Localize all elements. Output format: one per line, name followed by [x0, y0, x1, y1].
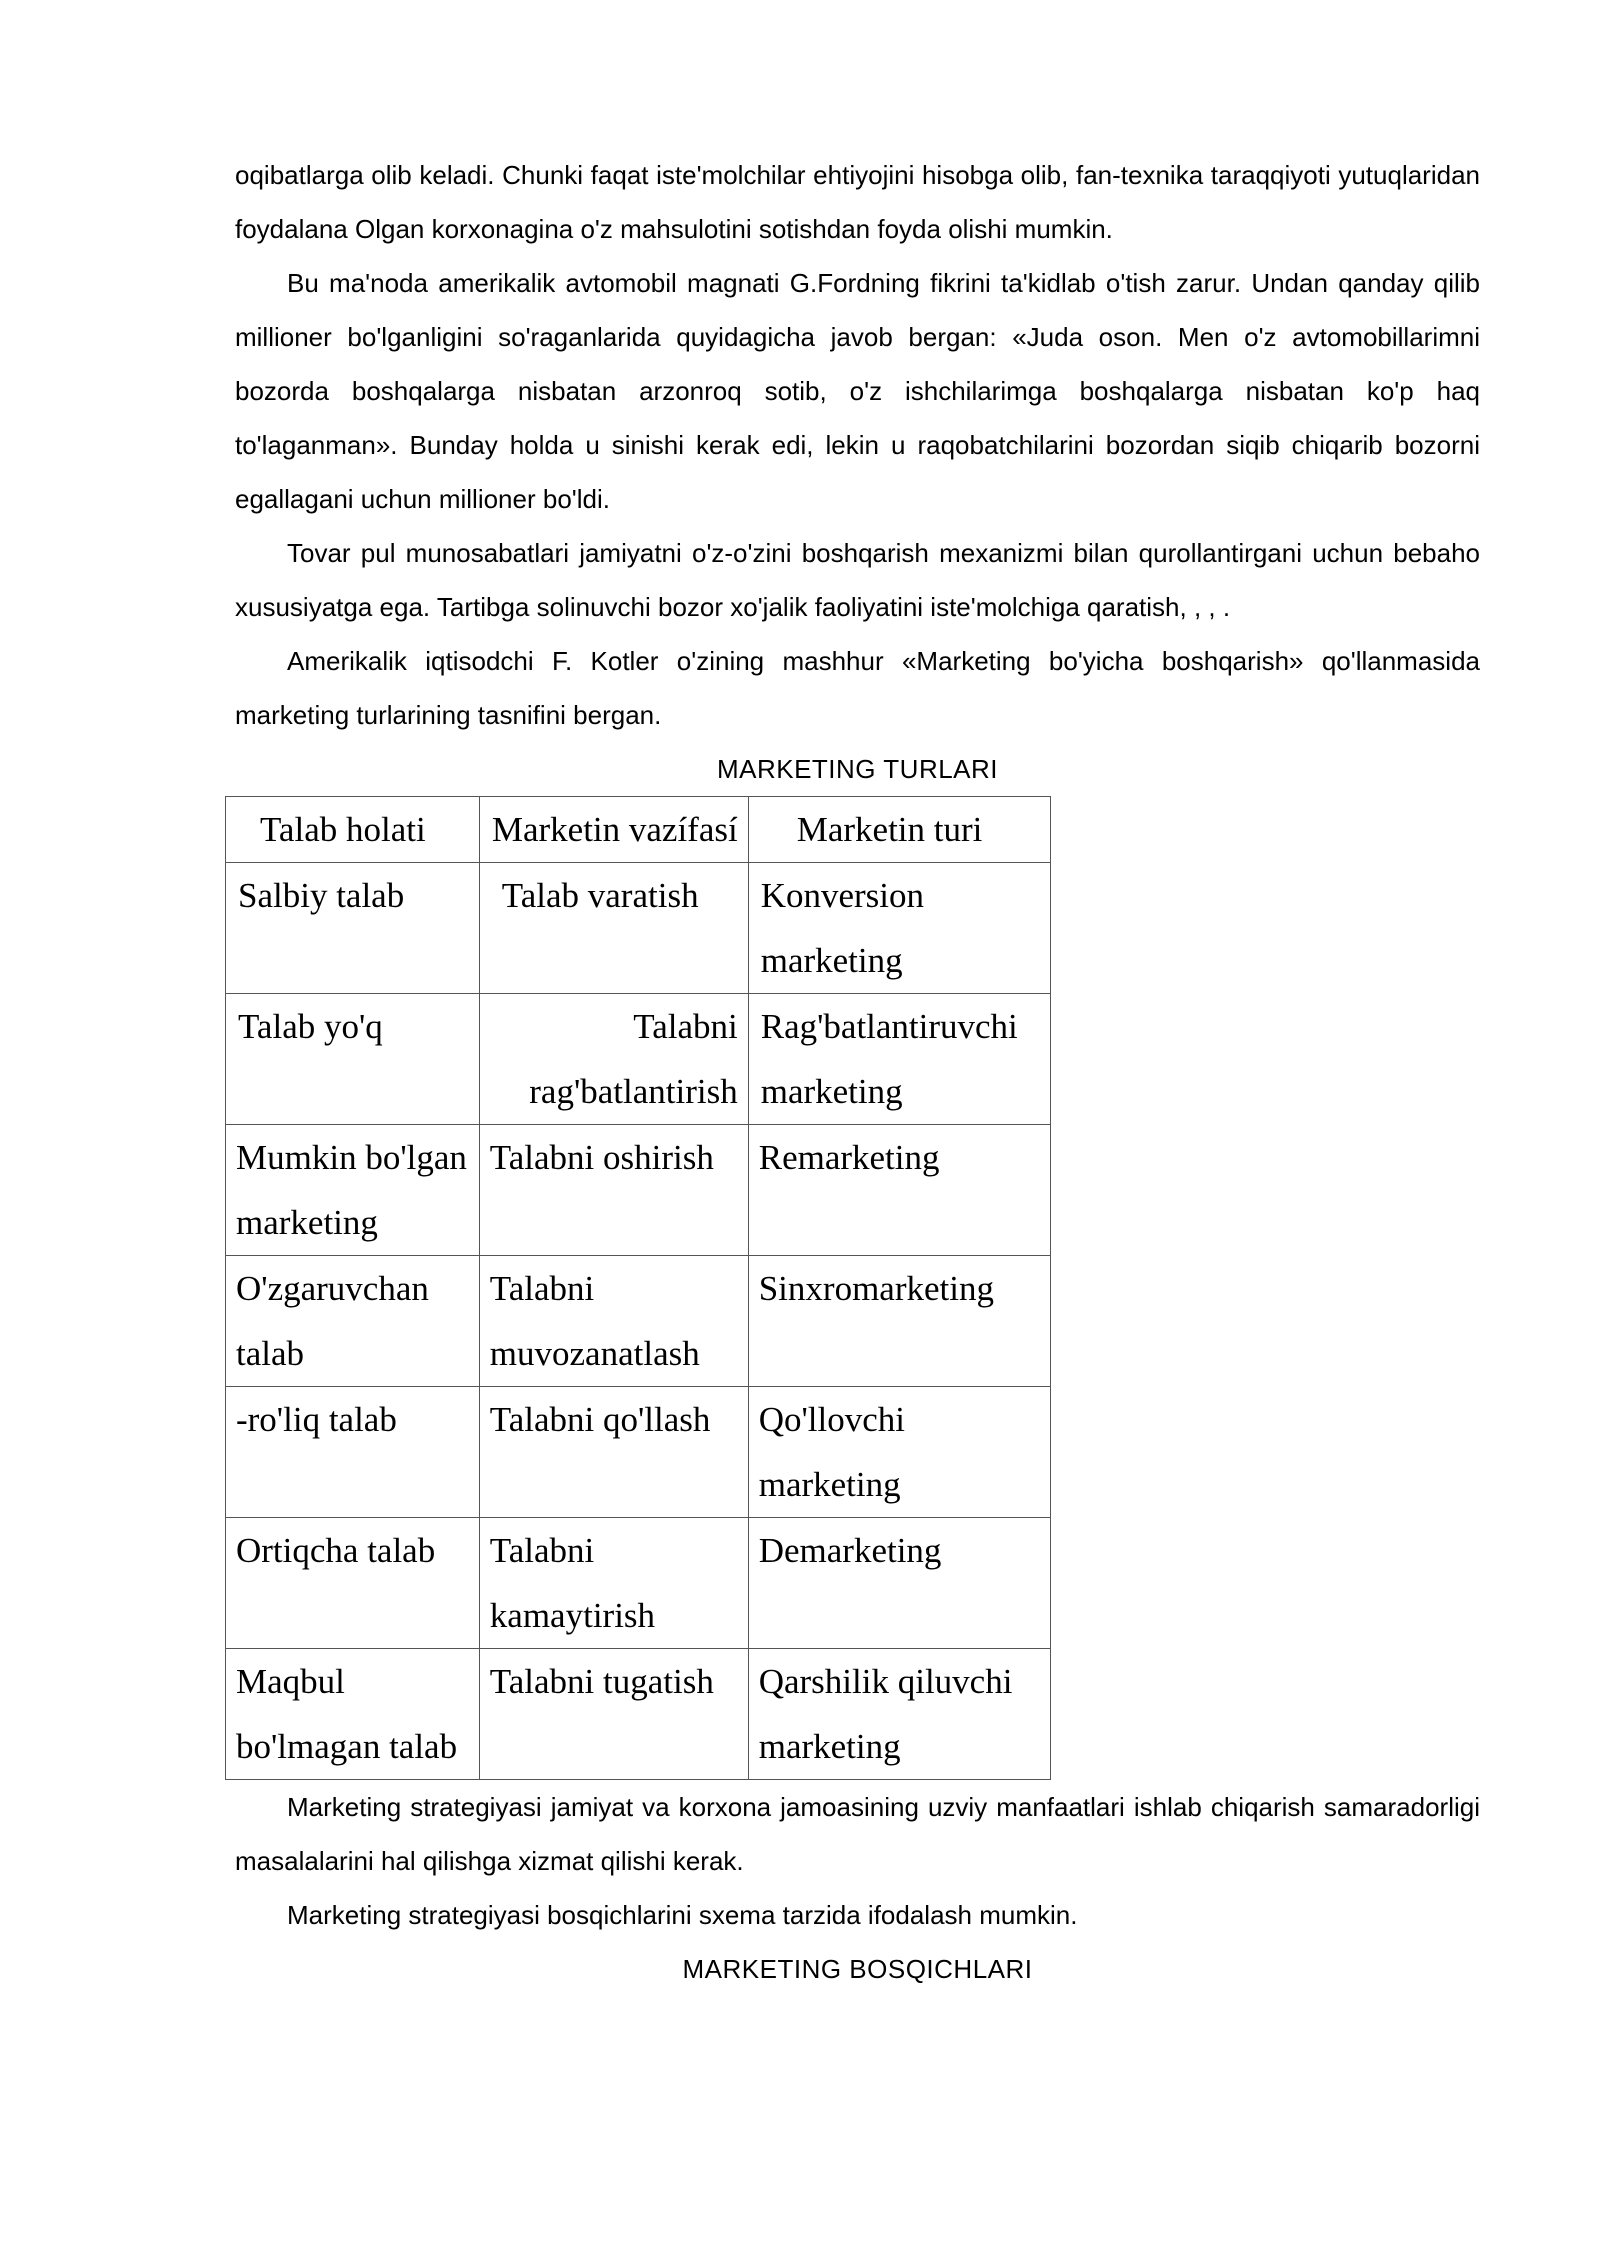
table-cell: O'zgaruvchan talab	[226, 1256, 480, 1387]
table-header-cell: Marketin vazífasí	[479, 797, 748, 863]
table-cell: Talabni rag'batlantirish	[479, 994, 748, 1125]
table-header-cell: Talab holati	[226, 797, 480, 863]
table-cell: Talabni kamaytirish	[479, 1518, 748, 1649]
table-cell: Rag'batlantiruvchi marketing	[748, 994, 1050, 1125]
table-cell: -ro'liq talab	[226, 1387, 480, 1518]
table-row	[226, 1125, 1051, 1256]
table-cell: Talabni tugatish	[479, 1649, 748, 1780]
table-row	[226, 994, 1051, 1125]
table-cell: Talabni oshirish	[479, 1125, 748, 1256]
table-cell: Talab yo'q	[226, 994, 480, 1125]
table-cell: Salbiy talab	[226, 863, 480, 994]
table-header-cell: Marketin turi	[748, 797, 1050, 863]
document-page	[235, 148, 1480, 1996]
paragraph-4: Amerikalik iqtisodchi F. Kotler o'zining mashhur «Marketing bo'yicha boshqarish» qo'llanmasida marketing turlarining tasnifini bergan.	[235, 646, 1480, 730]
table-cell: Konversion marketing	[748, 863, 1050, 994]
paragraph-6: Marketing strategiyasi bosqichlarini sxema tarzida ifodalash mumkin.	[287, 1900, 1078, 1930]
table-row	[226, 1256, 1051, 1387]
table-row	[226, 1387, 1051, 1518]
table-title: MARKETING TURLARI	[716, 754, 999, 784]
paragraph-5: Marketing strategiyasi jamiyat va korxona jamoasining uzviy manfaatlari ishlab chiqarish samaradorligi masalalarini hal qilishga xizmat qilishi kerak.	[235, 1792, 1480, 1876]
paragraph-2: Bu ma'noda amerikalik avtomobil magnati G.Fordning fikrini ta'kidlab o'tish zarur. Undan qanday qilib millioner bo'lganligini so'raganlarida quyidagicha javob bergan: «Juda oson. Men o'z avtomobillarimni bozorda boshqalarga nisbatan arzonroq sotib, o'z ishchilarimga boshqalarga nisbatan ko'p haq to'laganman». Bunday holda u sinishi kerak edi, lekin u raqobatchilarini bozordan siqib chiqarib bozorni egallagani uchun millioner bo'ldi.	[235, 268, 1480, 514]
table-cell: Talabni muvozanatlash	[479, 1256, 748, 1387]
table-cell: Remarketing	[748, 1125, 1050, 1256]
table-cell: Qarshilik qiluvchi marketing	[748, 1649, 1050, 1780]
table-cell: Qo'llovchi marketing	[748, 1387, 1050, 1518]
paragraph-3: Tovar pul munosabatlari jamiyatni o'z-o'zini boshqarish mexanizmi bilan qurollantirgani uchun bebaho xususiyatga ega. Tartibga solinuvchi bozor xo'jalik faoliyatini iste'molchiga qaratish, , , .	[235, 538, 1480, 622]
table-cell: Mumkin bo'lgan marketing	[226, 1125, 480, 1256]
paragraph-1: oqibatlarga olib keladi. Chunki faqat iste'molchilar ehtiyojini hisobga olib, fan-texnika taraqqiyoti yutuqlaridan foydalana Olgan korxonagina o'z mahsulotini sotishdan foyda olishi mumkin.	[235, 160, 1480, 244]
table-cell: Talabni qo'llash	[479, 1387, 748, 1518]
table-cell: Ortiqcha talab	[226, 1518, 480, 1649]
table-row	[226, 1518, 1051, 1649]
table-cell: Maqbul bo'lmagan talab	[226, 1649, 480, 1780]
table-row	[226, 1649, 1051, 1780]
table-cell: Demarketing	[748, 1518, 1050, 1649]
table-row	[226, 863, 1051, 994]
table-header-row	[226, 797, 1051, 863]
bottom-heading: MARKETING BOSQICHLARI	[682, 1954, 1033, 1984]
marketing-types-table	[225, 796, 1051, 1780]
table-cell: Sinxromarketing	[748, 1256, 1050, 1387]
table-cell: Talab varatish	[479, 863, 748, 994]
